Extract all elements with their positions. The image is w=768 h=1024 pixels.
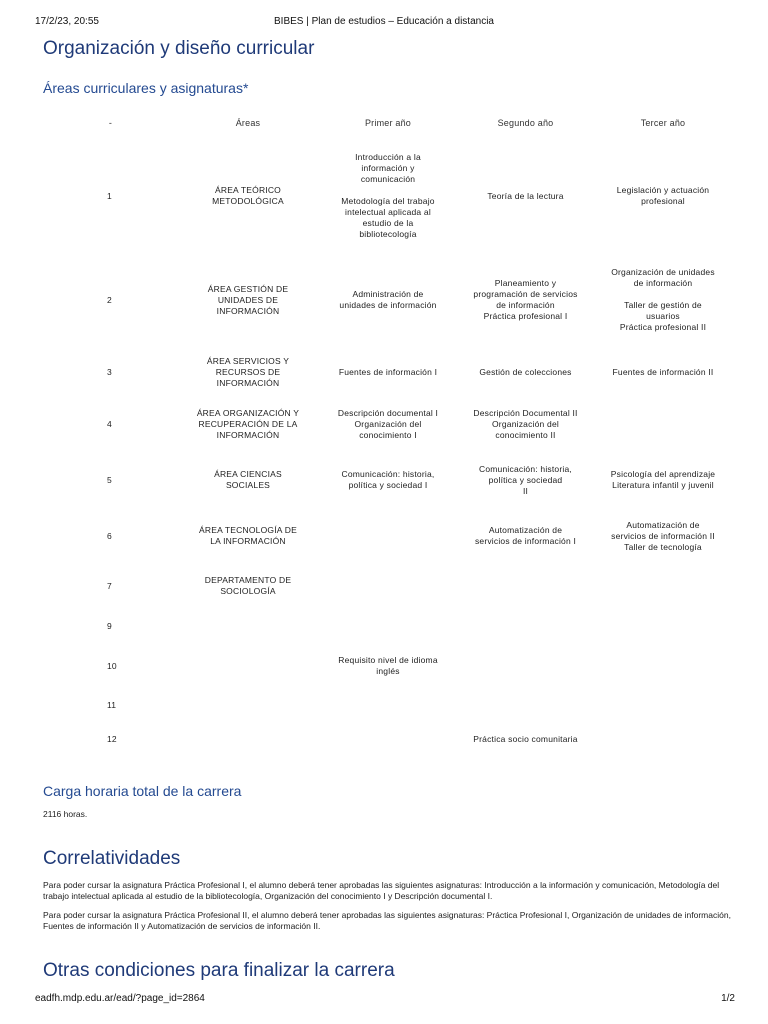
row-year-3: Organización de unidades de información Taller de gestión de usuarios Práctica profesional II: [611, 267, 715, 332]
row-area: [178, 688, 318, 722]
row-year-1: Fuentes de información I: [338, 366, 438, 377]
page-number: 1/2: [721, 993, 735, 1004]
row-area: ÁREA TEÓRICO METODOLÓGICA: [212, 185, 284, 206]
table-row: [43, 644, 733, 688]
row-year-3: Legislación y actuación profesional: [616, 185, 710, 206]
row-number: 10: [107, 660, 117, 671]
table-row: [43, 140, 733, 252]
print-footer: [0, 993, 768, 1007]
table-row: [43, 452, 733, 508]
row-year-2: Descripción Documental II Organización del conocimiento II: [473, 407, 578, 440]
header-number: -: [108, 117, 113, 128]
row-number: 9: [107, 620, 112, 631]
header-areas: Áreas: [235, 117, 261, 128]
row-year-1: Descripción documental I Organización del conocimiento I: [337, 407, 439, 440]
print-header: [0, 16, 768, 30]
table-row: [43, 508, 733, 564]
header-year-1: Primer año: [364, 117, 411, 128]
row-year-3: [593, 722, 733, 756]
row-year-1: [318, 722, 458, 756]
row-year-3: Psicología del aprendizaje Literatura infantil y juvenil: [610, 469, 716, 490]
print-date: 17/2/23, 20:55: [35, 16, 99, 27]
table-row: [43, 688, 733, 722]
row-year-1: Administración de unidades de información: [339, 289, 437, 310]
row-year-2: Automatización de servicios de información I: [474, 525, 577, 546]
row-year-2: Teoría de la lectura: [487, 190, 564, 201]
row-year-1: [318, 688, 458, 722]
print-url: eadfh.mdp.edu.ar/ead/?page_id=2864: [35, 993, 205, 1004]
row-year-1: [318, 608, 458, 644]
row-number: 4: [107, 418, 112, 429]
header-year-3: Tercer año: [640, 117, 686, 128]
carga-horaria-value: 2116 horas.: [43, 809, 88, 819]
row-year-2: Planeamiento y programación de servicios de información Práctica profesional I: [473, 278, 578, 321]
table-row: [43, 252, 733, 348]
print-doc-title: BIBES | Plan de estudios – Educación a distancia: [274, 16, 494, 27]
row-year-3: Automatización de servicios de información II Taller de tecnología: [611, 519, 715, 552]
row-number: 12: [107, 733, 117, 744]
carga-horaria-title: Carga horaria total de la carrera: [43, 783, 242, 799]
row-number: 7: [107, 580, 112, 591]
table-header-row: [43, 106, 733, 140]
row-year-1: [318, 508, 458, 564]
header-year-2: Segundo año: [497, 117, 554, 128]
row-area: [178, 722, 318, 756]
row-number: 11: [107, 699, 117, 710]
row-year-3: [593, 644, 733, 688]
row-area: ÁREA ORGANIZACIÓN Y RECUPERACIÓN DE LA INFORMACIÓN: [196, 407, 300, 440]
correlatividades-paragraph-2: Para poder cursar la asignatura Práctica Profesional II, el alumno deberá tener aprobadas las siguientes asignaturas: Práctica Profesional I, Organización de unidades de información, Fuentes de información II y Automatización de servicios de información II.: [43, 910, 731, 931]
row-year-3: [593, 396, 733, 452]
row-year-2: Práctica socio comunitaria: [473, 733, 578, 744]
row-year-2: [458, 688, 593, 722]
otras-condiciones-title: Otras condiciones para finalizar la carrera: [43, 960, 395, 981]
row-year-3: [593, 608, 733, 644]
row-year-1: [318, 564, 458, 608]
row-area: DEPARTAMENTO DE SOCIOLOGÍA: [204, 575, 292, 596]
row-number: 6: [107, 530, 112, 541]
row-year-3: [593, 564, 733, 608]
row-year-3: Fuentes de información II: [612, 366, 714, 377]
row-year-2: [458, 564, 593, 608]
row-year-1: Requisito nivel de idioma inglés: [338, 655, 438, 676]
page-title: Organización y diseño curricular: [43, 38, 315, 59]
row-year-1: Introducción a la información y comunicación Metodología del trabajo intelectual aplicada al estudio de la bibliotecología: [341, 152, 435, 239]
row-area: ÁREA CIENCIAS SOCIALES: [214, 469, 282, 490]
row-year-2: Gestión de colecciones: [479, 366, 572, 377]
correlatividades-paragraph-1: Para poder cursar la asignatura Práctica Profesional I, el alumno deberá tener aprobadas las siguientes asignaturas: Introducción a la información y comunicación, Metodología del trabajo intelectual aplicada al estudio de la bibliotecología, Organización del conocimiento I y Descripción documental I.: [43, 880, 720, 901]
row-number: 2: [107, 294, 112, 305]
row-number: 5: [107, 474, 112, 485]
areas-subtitle: Áreas curriculares y asignaturas*: [43, 80, 249, 96]
row-area: ÁREA SERVICIOS Y RECURSOS DE INFORMACIÓN: [206, 355, 290, 388]
table-row: [43, 608, 733, 644]
correlatividades-title: Correlatividades: [43, 848, 181, 869]
curriculum-table: [43, 106, 733, 756]
row-number: 1: [107, 190, 112, 201]
row-year-2: [458, 608, 593, 644]
row-area: [178, 644, 318, 688]
row-area: [178, 608, 318, 644]
row-year-2: Comunicación: historia, política y sociedad II: [479, 463, 572, 496]
table-row: [43, 348, 733, 396]
row-area: ÁREA GESTIÓN DE UNIDADES DE INFORMACIÓN: [207, 283, 289, 316]
table-row: [43, 564, 733, 608]
row-number: 3: [107, 366, 112, 377]
row-year-2: [458, 644, 593, 688]
row-year-1: Comunicación: historia, política y sociedad I: [341, 469, 435, 490]
row-year-3: [593, 688, 733, 722]
table-row: [43, 396, 733, 452]
table-row: [43, 722, 733, 756]
row-area: ÁREA TECNOLOGÍA DE LA INFORMACIÓN: [199, 525, 297, 546]
